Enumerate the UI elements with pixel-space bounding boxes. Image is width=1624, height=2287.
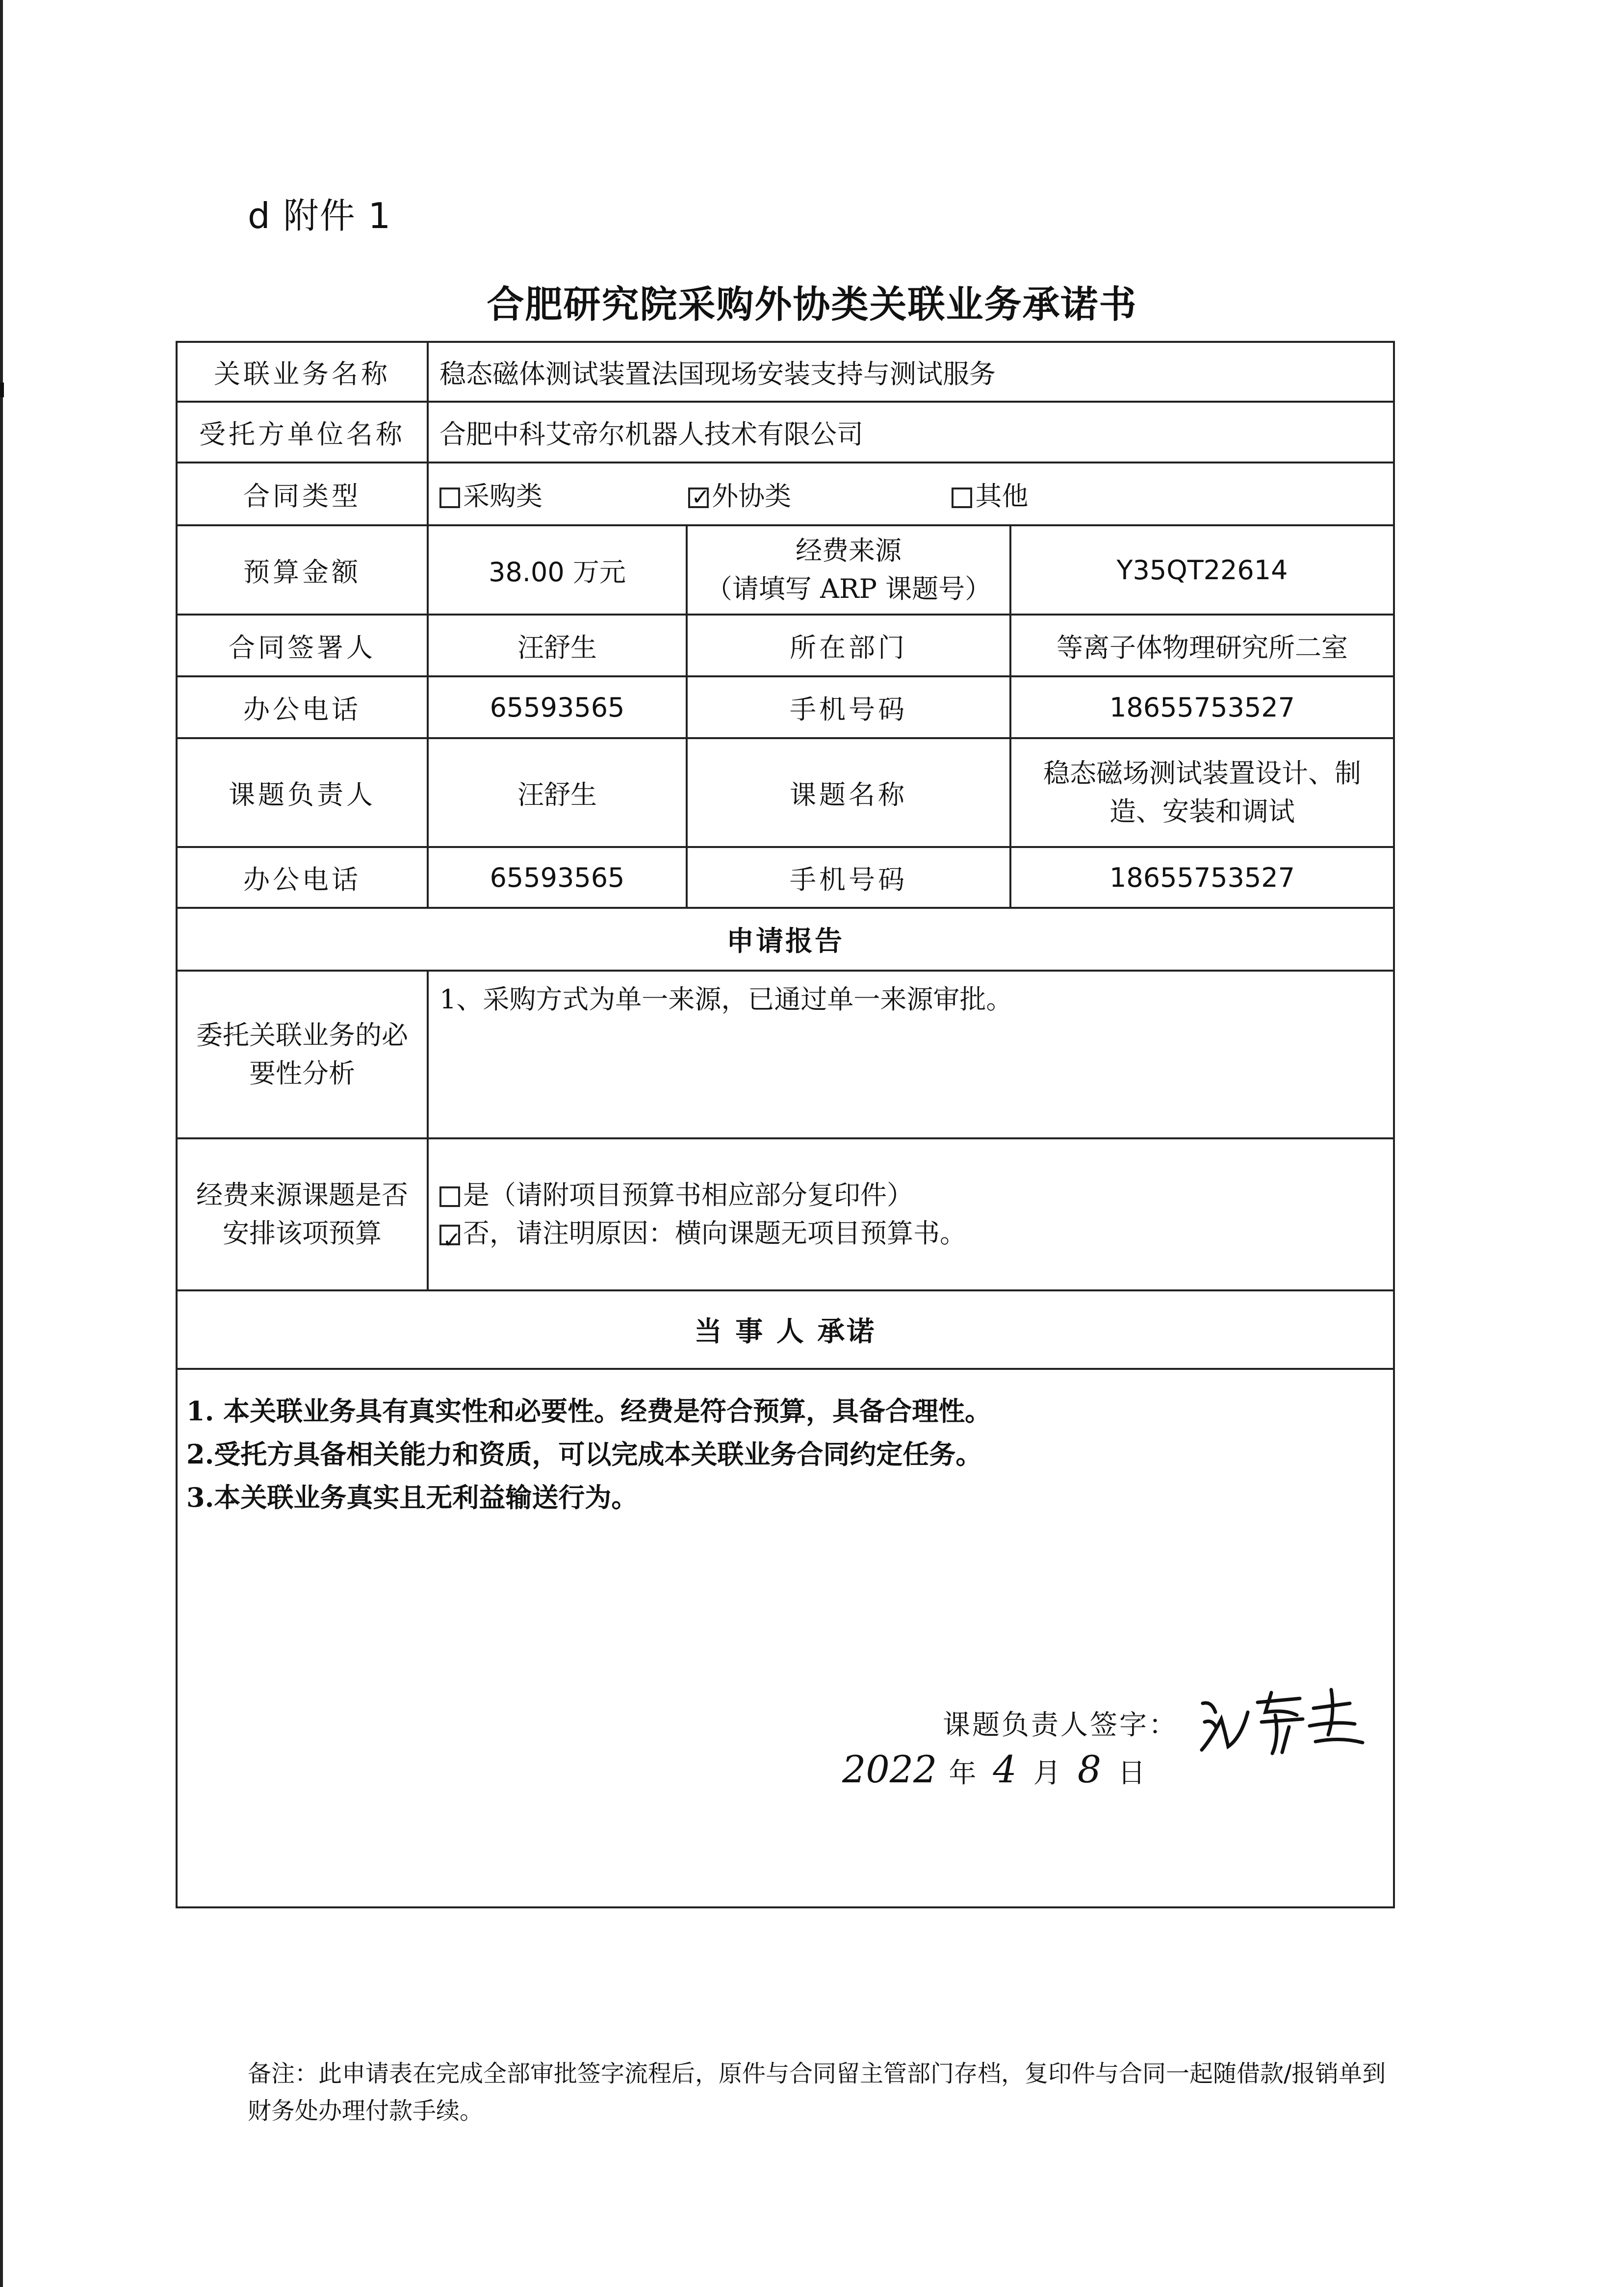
checkbox-icon [439, 1186, 460, 1207]
mobile-label: 手机号码 [687, 847, 1010, 908]
row-entrusted-party [177, 402, 1394, 463]
department-value: 等离子体物理研究所二室 [1010, 615, 1394, 676]
scan-mark [0, 383, 4, 397]
row-contract-type [177, 463, 1394, 525]
budget-label: 预算金额 [177, 525, 428, 615]
signer-label: 合同签署人 [177, 615, 428, 676]
commitment-item-3: 3.本关联业务真实且无利益输送行为。 [186, 1482, 638, 1513]
signer-value: 汪舒生 [428, 615, 687, 676]
budget-option-text: 是（请附项目预算书相应部分复印件） [463, 1180, 913, 1210]
checkbox-icon [952, 488, 972, 508]
necessity-label-line2: 要性分析 [249, 1058, 355, 1089]
office-phone-value: 65593565 [428, 676, 687, 738]
necessity-label-line1: 委托关联业务的必 [196, 1020, 408, 1051]
fund-source-label-line2: （请填写 ARP 课题号） [705, 573, 992, 604]
row-budget [177, 525, 1394, 615]
date-month-unit: 月 [1033, 1757, 1061, 1789]
contract-type-option-other[interactable] [952, 475, 1028, 513]
business-name-label: 关联业务名称 [177, 342, 428, 402]
date-year: 2022 [842, 1747, 937, 1791]
department-label: 所在部门 [687, 615, 1010, 676]
entrusted-party-value: 合肥中科艾帝尔机器人技术有限公司 [428, 402, 1394, 463]
budget-option-yes[interactable] [439, 1176, 1382, 1214]
row-necessity [177, 971, 1394, 1138]
scan-edge [0, 0, 3, 2287]
fund-source-label-line1: 经费来源 [796, 535, 902, 566]
contract-type-option-purchase[interactable] [439, 475, 680, 513]
application-report-heading: 申请报告 [177, 908, 1394, 971]
commitment-heading: 当 事 人 承诺 [177, 1290, 1394, 1369]
office-phone-label: 办公电话 [177, 847, 428, 908]
fund-source-value: Y35QT22614 [1010, 525, 1394, 615]
project-leader-value: 汪舒生 [428, 738, 687, 847]
contract-type-option-outsourcing[interactable] [688, 475, 943, 513]
attachment-label: d 附件 1 [248, 195, 392, 236]
signature-label: 课题负责人签字： [943, 1709, 1178, 1741]
necessity-text: 1、采购方式为单一来源，已通过单一来源审批。 [428, 971, 1394, 1138]
office-phone-label: 办公电话 [177, 676, 428, 738]
sign-date [842, 1747, 1145, 1791]
date-year-unit: 年 [949, 1757, 977, 1789]
budget-option-text: 否，请注明原因：横向课题无项目预算书。 [463, 1218, 966, 1249]
checkbox-icon [439, 488, 460, 508]
project-leader-label: 课题负责人 [177, 738, 428, 847]
row-commitment-body [177, 1369, 1394, 1907]
fund-source-label [687, 525, 1010, 615]
row-office-phone [177, 676, 1394, 738]
project-name-line1: 稳态磁场测试装置设计、制 [1043, 758, 1361, 789]
mobile-value: 18655753527 [1010, 676, 1394, 738]
budget-arranged-options [428, 1138, 1394, 1290]
date-month: 4 [993, 1747, 1017, 1791]
contract-type-option-text: 外协类 [712, 480, 792, 512]
row-budget-arranged [177, 1138, 1394, 1290]
necessity-label [177, 971, 428, 1138]
project-name-label: 课题名称 [687, 738, 1010, 847]
contract-type-label: 合同类型 [177, 463, 428, 525]
budget-value: 38.00 万元 [428, 525, 687, 615]
remark-note: 备注：此申请表在完成全部审批签字流程后，原件与合同留主管部门存档，复印件与合同一起随借款/报销单到财务处办理付款手续。 [248, 2060, 1386, 2125]
document-title: 合肥研究院采购外协类关联业务承诺书 [487, 283, 1137, 326]
commitment-item-2: 2.受托方具备相关能力和资质，可以完成本关联业务合同约定任务。 [186, 1439, 982, 1470]
budget-arranged-label-line1: 经费来源课题是否 [196, 1180, 408, 1210]
budget-option-no[interactable] [439, 1214, 1382, 1253]
commitment-item-1: 1. 本关联业务具有真实性和必要性。经费是符合预算，具备合理性。 [186, 1395, 992, 1427]
office-phone-value: 65593565 [428, 847, 687, 908]
date-day-unit: 日 [1118, 1757, 1146, 1789]
contract-type-option-text: 采购类 [463, 480, 542, 512]
contract-type-option-text: 其他 [975, 480, 1029, 512]
checked-checkbox-icon [439, 1225, 460, 1245]
entrusted-party-label: 受托方单位名称 [177, 402, 428, 463]
project-name-value [1010, 738, 1394, 847]
mobile-label: 手机号码 [687, 676, 1010, 738]
budget-arranged-label-line2: 安排该项预算 [223, 1218, 382, 1249]
business-name-value: 稳态磁体测试装置法国现场安装支持与测试服务 [428, 342, 1394, 402]
checked-checkbox-icon [688, 488, 709, 508]
mobile-value: 18655753527 [1010, 847, 1394, 908]
project-name-line2: 造、安装和调试 [1109, 796, 1295, 827]
row-project-leader [177, 738, 1394, 847]
handwritten-signature [1193, 1684, 1369, 1757]
contract-type-options [428, 463, 1394, 525]
row-business-name [177, 342, 1394, 402]
date-day: 8 [1077, 1747, 1102, 1791]
row-signer [177, 615, 1394, 676]
budget-arranged-label [177, 1138, 428, 1290]
row-commitment-heading [177, 1290, 1394, 1369]
commitment-body [177, 1369, 1394, 1907]
commitment-form [176, 341, 1395, 1908]
row-office-phone-2 [177, 847, 1394, 908]
row-application-heading [177, 908, 1394, 971]
